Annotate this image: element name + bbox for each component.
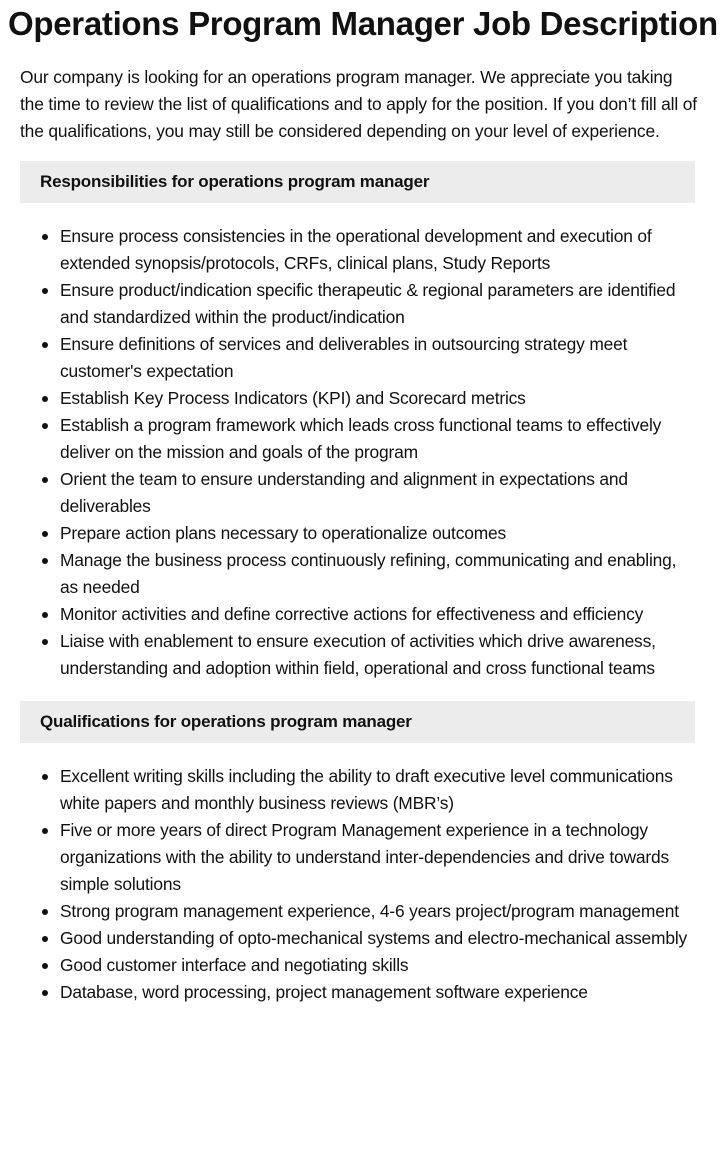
list-item-text: Establish a program framework which leads cross functional teams to effectively deliver on the mission and goals of the program [60,415,662,462]
list-item [60,952,695,979]
qualifications-list [20,763,695,1006]
list-item [60,412,695,466]
bullet-icon [42,531,48,537]
bullet-icon [42,558,48,564]
page-title: Operations Program Manager Job Description [8,5,718,42]
list-item-text: Ensure definitions of services and deliverables in outsourcing strategy meet customer's expectation [60,334,628,381]
bullet-icon [42,477,48,483]
list-item [60,979,695,1006]
list-item [60,331,695,385]
list-item-text: Ensure product/indication specific therapeutic & regional parameters are identified and standardized within the product/indication [60,280,676,327]
bullet-icon [42,774,48,780]
list-item [60,925,695,952]
qualifications-heading: Qualifications for operations program manager [40,712,412,731]
intro-paragraph: Our company is looking for an operations program manager. We appreciate you taking the time to review the list of qualifications and to apply for the position. If you don’t fill all of the qualifications, you may still be considered depending on your level of experience. [20,67,697,141]
list-item [60,466,695,520]
list-item-text: Liaise with enablement to ensure execution of activities which drive awareness, understanding and adoption within field, operational and cross functional teams [60,631,656,678]
list-item-text: Prepare action plans necessary to operationalize outcomes [60,523,507,543]
list-item [60,520,695,547]
list-item [60,763,695,817]
list-item-text: Good understanding of opto-mechanical systems and electro-mechanical assembly [60,928,688,948]
list-item [60,385,695,412]
bullet-icon [42,639,48,645]
list-item [60,601,695,628]
list-item-text: Strong program management experience, 4-6 years project/program management [60,901,679,921]
bullet-icon [42,990,48,996]
bullet-icon [42,909,48,915]
list-item-text: Excellent writing skills including the ability to draft executive level communications white papers and monthly business reviews (MBR’s) [60,766,673,813]
responsibilities-list [20,223,695,682]
bullet-icon [42,288,48,294]
bullet-icon [42,936,48,942]
list-item-text: Ensure process consistencies in the operational development and execution of extended synopsis/protocols, CRFs, clinical plans, Study Reports [60,226,652,273]
list-item-text: Orient the team to ensure understanding and alignment in expectations and deliverables [60,469,628,516]
list-item-text: Monitor activities and define corrective actions for effectiveness and efficiency [60,604,644,624]
list-item-text: Establish Key Process Indicators (KPI) and Scorecard metrics [60,388,526,408]
bullet-icon [42,423,48,429]
list-item [60,628,695,682]
qualifications-header [20,701,695,743]
list-item [60,898,695,925]
list-item [60,547,695,601]
bullet-icon [42,963,48,969]
list-item [60,277,695,331]
bullet-icon [42,828,48,834]
bullet-icon [42,234,48,240]
list-item-text: Good customer interface and negotiating skills [60,955,409,975]
responsibilities-header [20,161,695,203]
list-item-text: Manage the business process continuously refining, communicating and enabling, as needed [60,550,677,597]
list-item [60,817,695,898]
bullet-icon [42,612,48,618]
bullet-icon [42,396,48,402]
responsibilities-heading: Responsibilities for operations program manager [40,172,430,191]
list-item [60,223,695,277]
list-item-text: Database, word processing, project management software experience [60,982,588,1002]
bullet-icon [42,342,48,348]
list-item-text: Five or more years of direct Program Management experience in a technology organizations with the ability to understand inter-dependencies and drive towards simple solutions [60,820,669,894]
